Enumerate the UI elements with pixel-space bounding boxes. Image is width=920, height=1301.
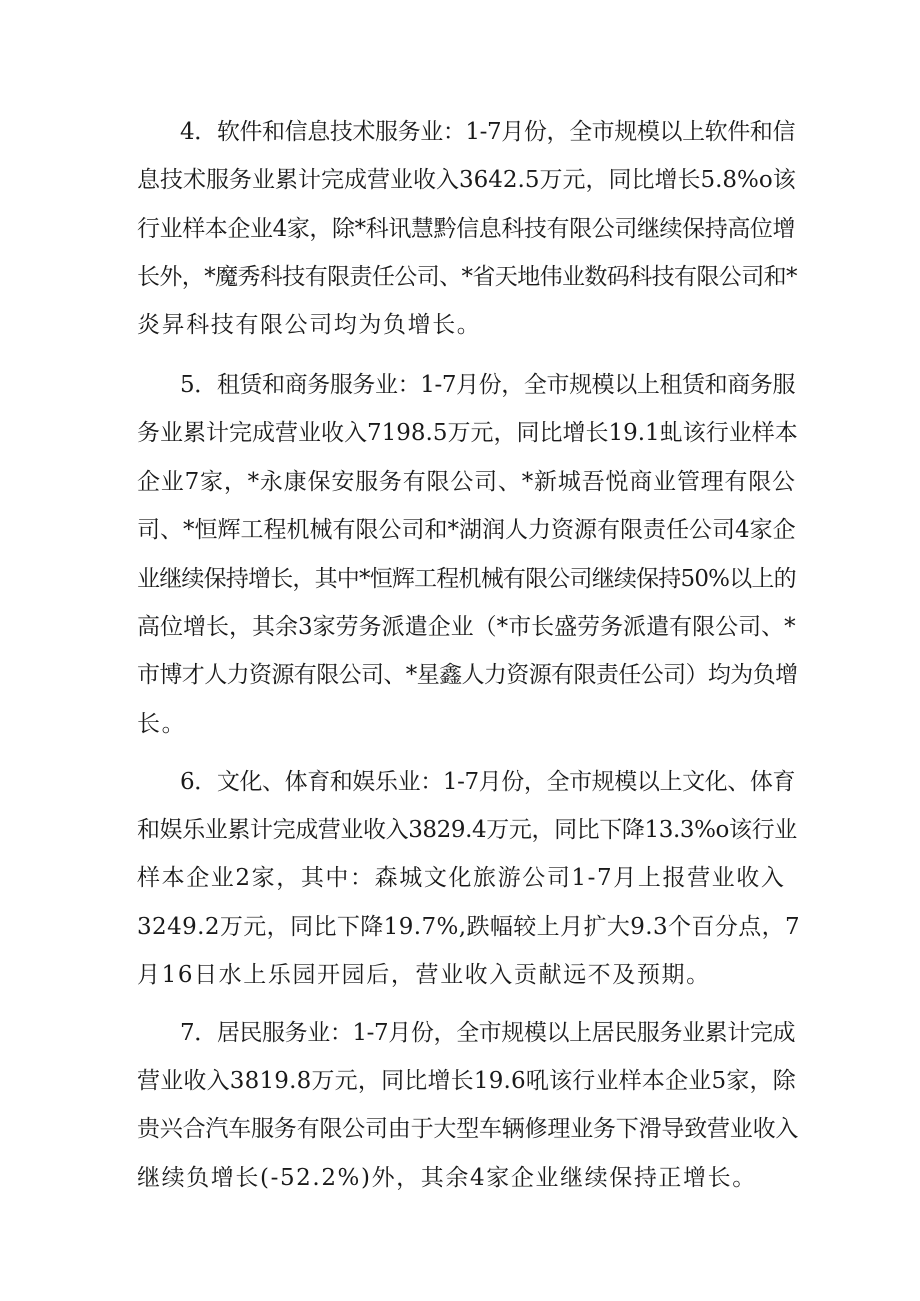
paragraph-line: 月16日水上乐园开园后，营业收入贡献远不及预期。 [137,962,711,988]
paragraph-line: 长外，*魔秀科技有限责任公司、*省天地伟业数码科技有限公司和* [137,264,797,290]
paragraph-line: 司、*恒辉工程机械有限公司和*湖润人力资源有限责任公司4家企 [137,517,796,543]
paragraph-line: 3249.2万元，同比下降19.7%,跌幅较上月扩大9.3个百分点，7 [137,914,801,940]
paragraph-line: 行业样本企业4家，除*科讯慧黔信息科技有限公司继续保持高位增 [137,216,796,242]
paragraph-line: 6．文化、体育和娱乐业：1-7月份，全市规模以上文化、体育 [180,769,796,795]
paragraph-line: 炎昇科技有限公司均为负增长。 [137,312,482,338]
paragraph-line: 样本企业2家，其中：森城文化旅游公司1-7月上报营业收入 [137,865,786,891]
paragraph-line: 和娱乐业累计完成营业收入3829.4万元，同比下降13.3%o该行业 [137,817,797,843]
paragraph-line: 长。 [137,711,187,737]
paragraph-line: 息技术服务业累计完成营业收入3642.5万元，同比增长5.8%o该 [137,167,796,193]
paragraph-line: 继续负增长(-52.2%)外，其余4家企业继续保持正增长。 [137,1165,757,1191]
paragraph-line: 贵兴合汽车服务有限公司由于大型车辆修理业务下滑导致营业收入 [137,1116,799,1142]
paragraph-line: 市博才人力资源有限公司、*星鑫人力资源有限责任公司）均为负增 [137,662,798,688]
paragraph-line: 营业收入3819.8万元，同比增长19.6吼该行业样本企业5家，除 [137,1068,796,1094]
paragraph-line: 务业累计完成营业收入7198.5万元，同比增长19.1虬该行业样本 [137,420,798,446]
paragraph-line: 4．软件和信息技术服务业：1-7月份，全市规模以上软件和信 [180,119,796,145]
paragraph-line: 企业7家，*永康保安服务有限公司、*新城吾悦商业管理有限公 [137,469,796,495]
paragraph-line: 5．租赁和商务服务业：1-7月份，全市规模以上租赁和商务服 [180,372,796,398]
paragraph-line: 高位增长，其余3家劳务派遣企业（*市长盛劳务派遣有限公司、* [137,614,796,640]
paragraph-line: 7．居民服务业：1-7月份，全市规模以上居民服务业累计完成 [180,1020,796,1046]
paragraph-line: 业继续保持增长，其中*恒辉工程机械有限公司继续保持50%以上的 [137,566,796,592]
